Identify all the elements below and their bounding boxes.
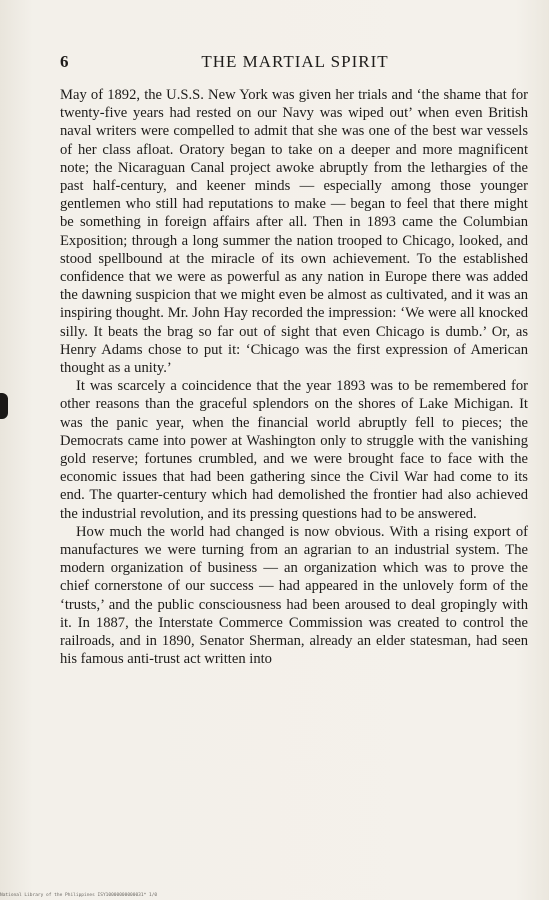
paragraph: May of 1892, the U.S.S. New York was given her trials and ‘the shame that for twenty-five years had rested on our Navy was wiped out’ when even British naval writers were compelled to admit that she was one of the best war vessels of her class afloat. Oratory began to take on a deeper and more magnificent note; the Nicaraguan Canal project awoke abruptly from the lethargies of the past half-century, and keener minds — especially among those younger gentlemen who still had reputations to make — began to feel that there might be something in foreign affairs after all. Then in 1893 came the Columbian Exposition; through a long summer the nation trooped to Chicago, looked, and stood spellbound at the miracle of its own achievement. To the established confidence that we were as powerful as any nation in Europe there was added the dawning suspicion that we might even be almost as cultivated, and it was an inspiring thought. Mr. John Hay recorded the impression: ‘We were all knocked silly. It beats the brag so far out of sight that even Chicago is dumb.’ Or, as Henry Adams chose to put it: ‘Chicago was the first expression of American thought as a unity.’	[60, 87, 528, 377]
body-text	[60, 86, 528, 669]
paragraph: How much the world had changed is now obvious. With a rising export of manufactures we were turning from an agrarian to an industrial system. The modern organization of business — an organization which was to prove the chief cornerstone of our success — had appeared in the unlovely form of the ‘trusts,’ and the public consciousness had been aroused to deal gropingly with it. In 1887, the Interstate Commerce Commission was created to control the railroads, and in 1890, Senator Sherman, already an elder statesman, had seen his famous anti-trust act written into	[60, 523, 528, 668]
library-stamp: National Library of the Philippines ISY10000000000031* 1/0	[0, 893, 158, 898]
running-head: THE MARTIAL SPIRIT	[201, 52, 389, 71]
binding-mark	[0, 393, 8, 419]
page-number: 6	[60, 52, 69, 71]
page-header	[60, 52, 530, 74]
paragraph: It was scarcely a coincidence that the year 1893 was to be remembered for other reasons than the graceful splendors on the shores of Lake Michigan. It was the panic year, when the financial world abruptly fell to pieces; the Democrats came into power at Washington only to struggle with the vanishing gold reserve; fortunes crumbled, and we were brought face to face with the economic issues that had been gathering since the Civil War had come to its end. The quarter-century which had demolished the frontier had also achieved the industrial revolution, and its pressing questions had to be answered.	[60, 378, 528, 522]
